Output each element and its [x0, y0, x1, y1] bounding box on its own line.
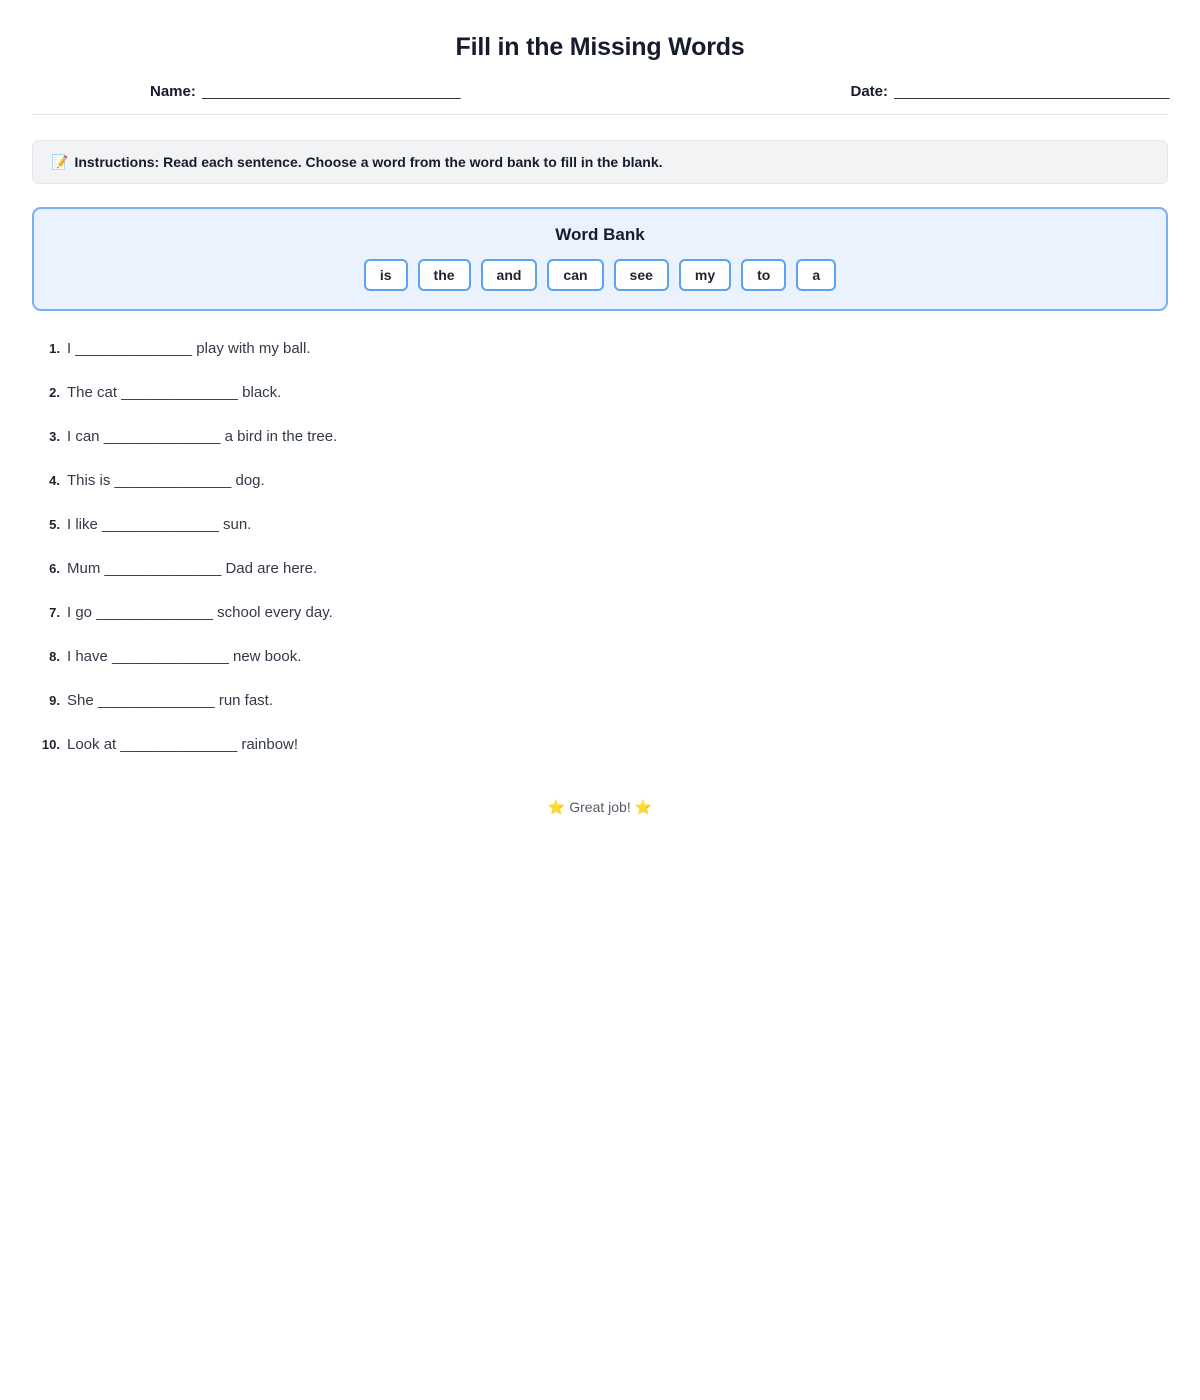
answer-blank[interactable]: ______________	[96, 604, 213, 621]
word-bank-chip[interactable]: see	[614, 259, 669, 291]
question-number: 4.	[49, 473, 60, 488]
question-number: 6.	[49, 561, 60, 576]
star-icon: ⭐	[634, 799, 653, 815]
list-item	[32, 735, 1168, 779]
list-item	[32, 515, 1168, 559]
question-text-after: sun.	[218, 516, 252, 533]
question-text	[67, 471, 265, 491]
list-item	[32, 559, 1168, 603]
question-text	[67, 735, 298, 755]
instructions-text: Instructions: Read each sentence. Choose a word from the word bank to fill in the blank.	[74, 154, 663, 170]
answer-blank[interactable]: ______________	[112, 648, 229, 665]
list-item	[32, 383, 1168, 427]
question-number: 9.	[49, 693, 60, 708]
question-text-before: She	[67, 692, 98, 709]
question-text-after: Dad are here.	[221, 560, 318, 577]
question-number: 7.	[49, 605, 60, 620]
word-bank-chip[interactable]: to	[741, 259, 786, 291]
question-number: 2.	[49, 385, 60, 400]
question-number: 8.	[49, 649, 60, 664]
word-bank-chip[interactable]: the	[418, 259, 471, 291]
memo-icon: 📝	[51, 154, 69, 170]
question-list	[32, 339, 1168, 779]
star-icon: ⭐	[547, 799, 566, 815]
question-text-after: a bird in the tree.	[220, 428, 338, 445]
question-text-after: dog.	[231, 472, 265, 489]
question-text-after: play with my ball.	[192, 340, 311, 357]
question-text	[67, 427, 337, 447]
question-text-after: rainbow!	[237, 736, 299, 753]
question-text-before: I can	[67, 428, 104, 445]
question-number: 5.	[49, 517, 60, 532]
date-field[interactable]	[850, 83, 1194, 100]
answer-blank[interactable]: ______________	[120, 736, 238, 753]
answer-blank[interactable]: ______________	[121, 384, 238, 401]
name-label: Name:	[150, 83, 196, 100]
word-bank-chip[interactable]: is	[364, 259, 408, 291]
footer-encouragement	[32, 797, 1168, 817]
question-text-before: The cat	[67, 384, 122, 401]
question-number: 3.	[49, 429, 60, 444]
answer-blank[interactable]: ______________	[97, 692, 215, 709]
instructions-banner	[32, 140, 1168, 184]
question-text	[67, 691, 273, 711]
question-text-before: I go	[67, 604, 97, 621]
question-text-after: school every day.	[212, 604, 333, 621]
list-item	[32, 691, 1168, 735]
question-text	[67, 339, 311, 359]
word-bank-panel	[32, 207, 1168, 311]
page-title: Fill in the Missing Words	[455, 33, 745, 61]
answer-blank[interactable]: ______________	[114, 472, 232, 489]
question-text	[67, 383, 281, 403]
question-text-before: Look at	[67, 736, 121, 753]
question-text	[67, 647, 301, 667]
word-bank-chip[interactable]: a	[796, 259, 836, 291]
answer-blank[interactable]: ______________	[103, 428, 221, 445]
footer-text: Great job!	[569, 799, 631, 815]
word-bank-chip-list	[50, 259, 1150, 291]
question-text	[67, 603, 333, 623]
answer-blank[interactable]: ______________	[102, 516, 219, 533]
question-text-before: This is	[67, 472, 115, 489]
name-input-line[interactable]: _______________________________	[201, 83, 461, 100]
answer-blank[interactable]: ______________	[75, 340, 193, 357]
question-text-after: new book.	[228, 648, 302, 665]
word-bank-chip[interactable]: and	[481, 259, 538, 291]
answer-blank[interactable]: ______________	[104, 560, 222, 577]
list-item	[32, 339, 1168, 383]
list-item	[32, 603, 1168, 647]
question-number: 1.	[49, 341, 60, 356]
list-item	[32, 427, 1168, 471]
name-field[interactable]	[150, 83, 478, 100]
list-item	[32, 471, 1168, 515]
header-divider	[32, 114, 1168, 115]
question-text-after: run fast.	[214, 692, 274, 709]
question-text	[67, 559, 317, 579]
question-number: 10.	[41, 737, 60, 752]
date-label: Date:	[850, 83, 888, 100]
word-bank-chip[interactable]: my	[679, 259, 731, 291]
word-bank-title: Word Bank	[555, 225, 645, 244]
question-text	[67, 515, 251, 535]
question-text-before: Mum	[67, 560, 105, 577]
question-text-before: I have	[67, 648, 113, 665]
student-meta-row	[32, 83, 1168, 100]
question-text-after: black.	[238, 384, 282, 401]
date-input-line[interactable]: _________________________________	[894, 83, 1170, 100]
list-item	[32, 647, 1168, 691]
question-text-before: I like	[67, 516, 103, 533]
word-bank-chip[interactable]: can	[547, 259, 603, 291]
question-text-before: I	[67, 340, 76, 357]
